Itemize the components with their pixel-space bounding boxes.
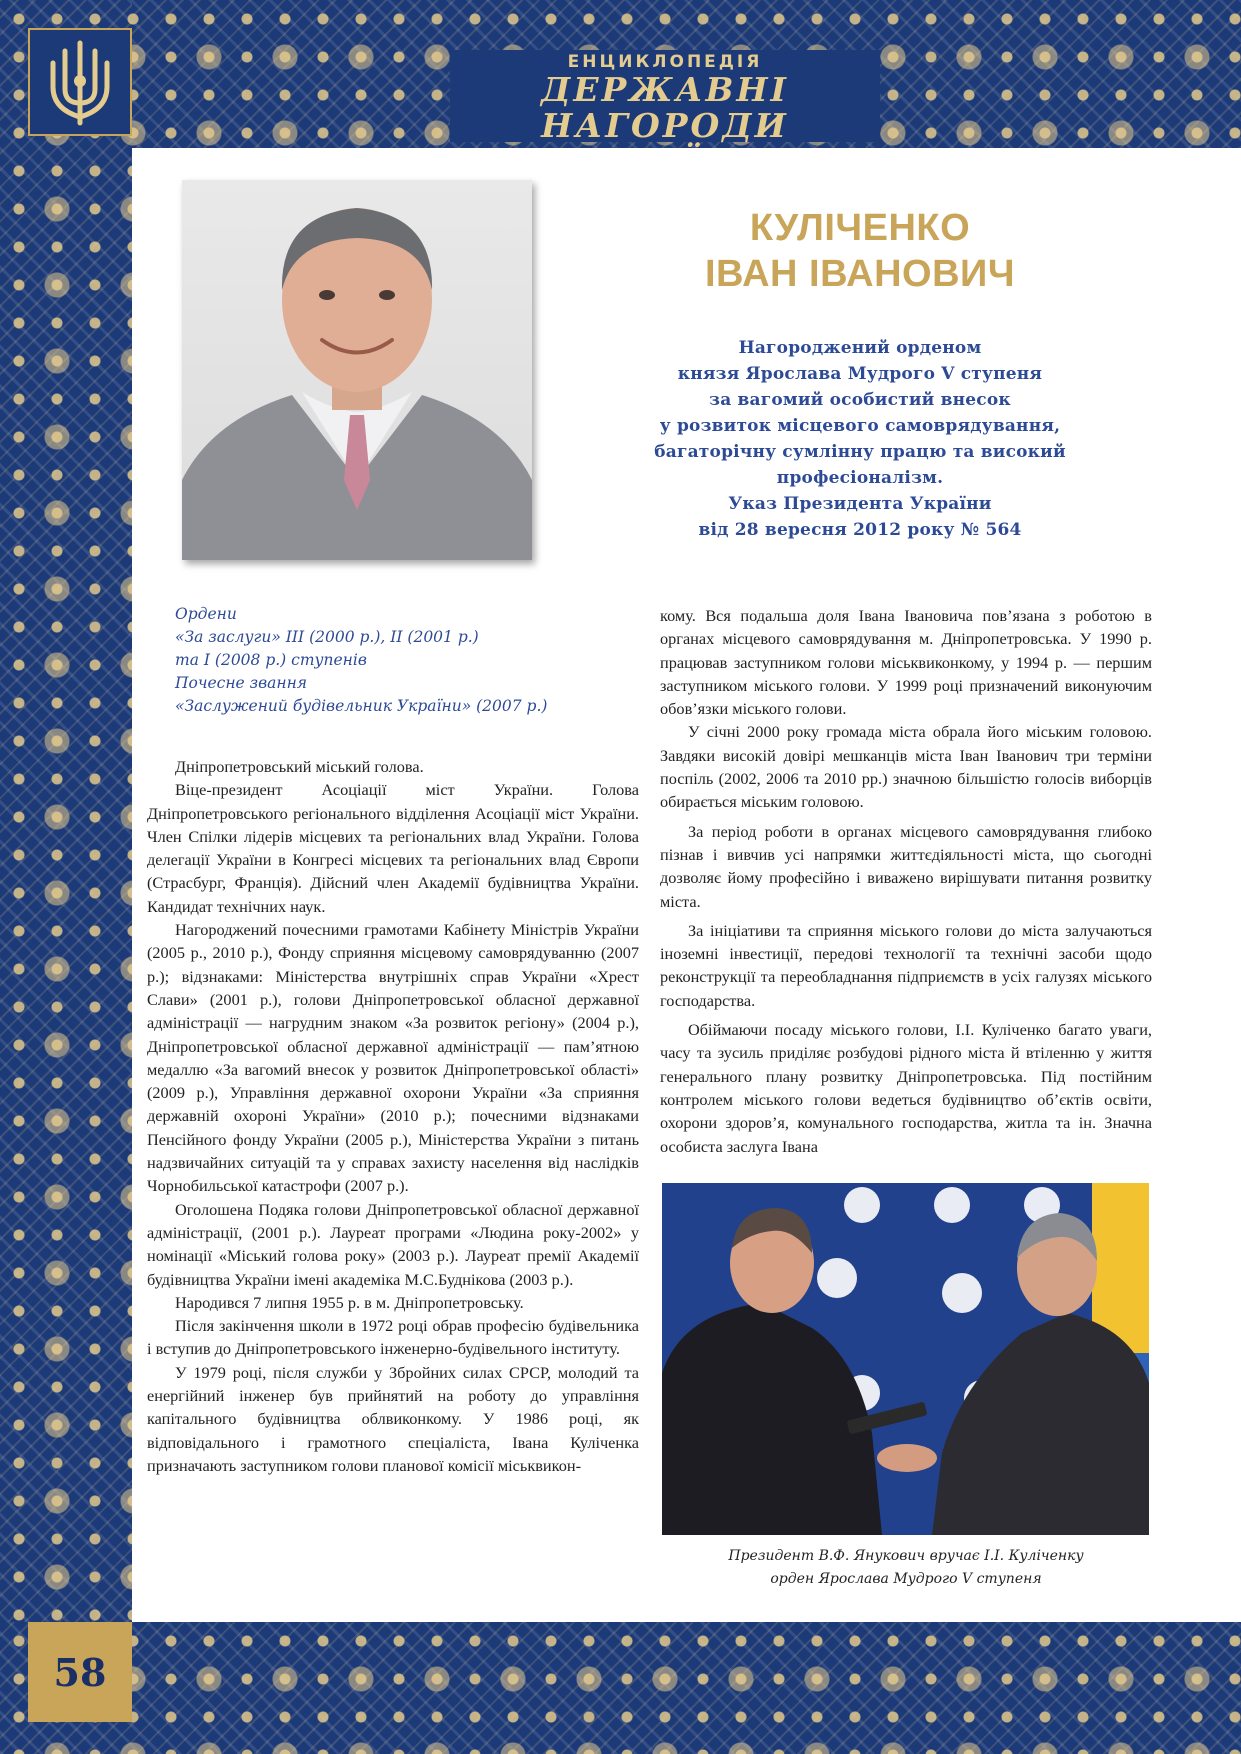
biography-paragraph: Обіймаючи посаду міського голови, І.І. Куліченко багато уваги, часу та зусиль приділяє розбудові рідного міста й втіленню у життя генерального плану розвитку Дніпропетровська. Під постійним контролем міського голови ведеться будівництво об’єктів освіти, охорони здоров’я, комунального господарства, житла та ін. Значна особиста заслуга Івана bbox=[660, 1020, 1152, 1156]
biography-left-column bbox=[147, 755, 639, 1477]
orders-line: Почесне звання bbox=[175, 674, 308, 692]
biography-paragraph: За ініціативи та сприяння міського голови до міста залучаються іноземні інвестиції, передові технології та технічні засоби щодо реконструкції та переобладнання підприємств в усіх галузях міського господарства. bbox=[660, 920, 1152, 1010]
person-given-names: ІВАН ІВАНОВИЧ bbox=[704, 253, 1016, 295]
encyclopedia-title-plate bbox=[450, 50, 880, 145]
biography-paragraph: кому. Вся подальша доля Івана Івановича пов’язана з роботою в органах місцевого самоврядування м. Дніпропетровська. У 1990 р. працював заступником голови міськвиконкому, у 1994 р. — першим заступником міського голови. У 1999 році призначений виконуючим обов’язки міського голови. bbox=[660, 606, 1152, 719]
person-name bbox=[600, 205, 1120, 297]
award-line: у розвиток місцевого самоврядування, bbox=[659, 416, 1061, 436]
award-line: Нагороджений орденом bbox=[738, 338, 982, 358]
award-line: за вагомий особистий внесок bbox=[709, 390, 1011, 410]
person-surname: КУЛІЧЕНКО bbox=[749, 207, 971, 249]
trident-icon bbox=[45, 37, 115, 127]
award-ceremony-photo bbox=[662, 1183, 1149, 1535]
encyclopedia-label: ЕНЦИКЛОПЕДІЯ bbox=[567, 52, 763, 72]
biography-paragraph: У 1979 році, після служби у Збройних силах СРСР, молодий та енергійний інженер був прийнятий на роботу до управління капітального будівництва облвиконкому. У 1986 році, як відповідального і грамотного спеціаліста, Івана Куліченка призначають заступником голови планової комісії міськвикон- bbox=[147, 1362, 639, 1475]
biography-paragraph: За період роботи в органах місцевого самоврядування глибоко пізнав і вивчив усі напрямки життєдіяльності міста, що сьогодні дозволяє йому професійно і виважено вирішувати питання розвитку міста. bbox=[660, 821, 1152, 911]
biography-paragraph: Дніпропетровський міський голова. bbox=[175, 757, 424, 776]
biography-paragraph: Віце-президент Асоціації міст України. Голова Дніпропетровського регіонального відділення Асоціації міст України. Член Спілки лідерів місцевих та регіональних влад України. Голова делегації України в Конгресі місцевих та регіональних влад Європи (Страсбург, Франція). Дійсний член Академії будівництва України. Кандидат технічних наук. bbox=[147, 780, 639, 916]
left-ornament-band bbox=[0, 0, 132, 1754]
award-line: багаторічну сумлінну працю та високий професіоналізм. bbox=[654, 442, 1066, 488]
portrait-photo bbox=[182, 180, 532, 560]
biography-right-column bbox=[660, 604, 1152, 1158]
award-statement bbox=[570, 335, 1150, 543]
orders-line: «Заслужений будівельник України» (2007 р.) bbox=[175, 697, 548, 715]
series-title-line1: ДЕРЖАВНІ НАГОРОДИ bbox=[541, 70, 789, 145]
caption-line: Президент В.Ф. Янукович вручає І.І. Куліченку bbox=[728, 1548, 1084, 1564]
caption-line: орден Ярослава Мудрого V ступеня bbox=[770, 1571, 1042, 1587]
biography-paragraph: Оголошена Подяка голови Дніпропетровської обласної державної адміністрації, (2001 р.). Лауреат програми «Людина року-2002» у номінації «Міський голова року» (2003 р.). Лауреат премії Академії будівництва України імені академіка М.С.Буднікова (2003 р.). bbox=[147, 1199, 639, 1289]
award-line: від 28 вересня 2012 року № 564 bbox=[698, 520, 1022, 540]
orders-line: Ордени bbox=[175, 605, 237, 623]
photo-caption bbox=[660, 1545, 1152, 1591]
page-number: 58 bbox=[53, 1649, 107, 1695]
award-line: Указ Президента України bbox=[728, 494, 992, 514]
orders-list bbox=[175, 603, 635, 718]
page-number-box bbox=[28, 1622, 132, 1722]
coat-of-arms bbox=[28, 28, 132, 136]
footer-ornament-band bbox=[0, 1622, 1241, 1754]
award-line: князя Ярослава Мудрого V ступеня bbox=[677, 364, 1043, 384]
biography-paragraph: Народився 7 липня 1955 р. в м. Дніпропетровську. bbox=[175, 1292, 524, 1312]
biography-paragraph: Після закінчення школи в 1972 році обрав професію будівельника і вступив до Дніпропетровського інженерно-будівельного інституту. bbox=[147, 1316, 639, 1359]
orders-line: та І (2008 р.) ступенів bbox=[175, 651, 367, 669]
biography-paragraph: У січні 2000 року громада міста обрала його міським головою. Завдяки високій довірі мешканців міста Іван Іванович три терміни поспіль (2002, 2006 та 2010 рр.) значною більшістю голосів виборців обирається міським головою. bbox=[660, 722, 1152, 812]
orders-line: «За заслуги» ІІІ (2000 р.), ІІ (2001 р.) bbox=[175, 628, 479, 646]
biography-paragraph: Нагороджений почесними грамотами Кабінету Міністрів України (2005 р., 2010 р.), Фонду сприяння місцевому самоврядуванню (2007 р.); відзнаками: Міністерства внутрішніх справ України «Хрест Слави» (2001 р.), голови Дніпропетровської обласної державної адміністрації — нагрудним знаком «За розвиток регіону» (2004 р.), Дніпропетровської обласної державної адміністрації — пам’ятною медаллю «За вагомий внесок у розвиток Дніпропетровської області» (2009 р.), Управління державної охорони України «За сприяння державній охороні України» (2010 р.); почесними відзнаками Пенсійного фонду України (2005 р.), Міністерства України з питань надзвичайних ситуацій та у справах захисту населення від наслідків Чорнобильської катастрофи (2007 р.). bbox=[147, 920, 639, 1196]
